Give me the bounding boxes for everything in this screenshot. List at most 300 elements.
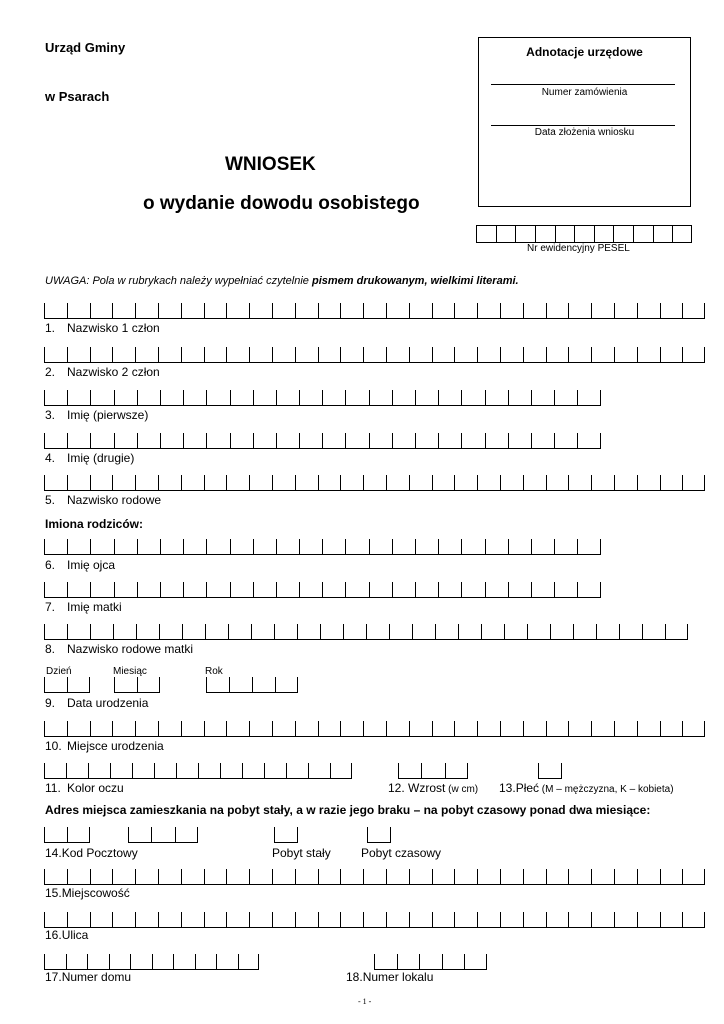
letter-box[interactable] <box>554 433 577 449</box>
letter-box[interactable] <box>159 624 182 640</box>
letter-box[interactable] <box>568 912 591 928</box>
letter-box[interactable] <box>637 475 660 491</box>
father-name-input[interactable] <box>44 539 601 555</box>
letter-box[interactable] <box>295 475 318 491</box>
letter-box[interactable] <box>568 721 591 737</box>
letter-box[interactable] <box>318 347 341 363</box>
pesel-digit-box[interactable] <box>476 226 496 242</box>
letter-box[interactable] <box>322 390 345 406</box>
pesel-digit-box[interactable] <box>672 226 692 242</box>
letter-box[interactable] <box>295 912 318 928</box>
letter-box[interactable] <box>299 539 322 555</box>
letter-box[interactable] <box>206 433 229 449</box>
letter-box[interactable] <box>363 475 386 491</box>
letter-box[interactable] <box>531 390 554 406</box>
letter-box[interactable] <box>369 539 392 555</box>
letter-box[interactable] <box>67 912 90 928</box>
letter-box[interactable] <box>322 539 345 555</box>
letter-box[interactable] <box>90 721 113 737</box>
letter-box[interactable] <box>230 582 253 598</box>
apartment-number-input[interactable] <box>374 954 487 970</box>
letter-box[interactable] <box>90 433 113 449</box>
letter-box[interactable] <box>508 433 531 449</box>
letter-box[interactable] <box>114 539 137 555</box>
letter-box[interactable] <box>114 390 137 406</box>
letter-box[interactable] <box>614 721 637 737</box>
letter-box[interactable] <box>343 624 366 640</box>
letter-box[interactable] <box>295 347 318 363</box>
birth-month-input[interactable] <box>114 677 160 693</box>
letter-box[interactable] <box>442 954 465 970</box>
letter-box[interactable] <box>614 869 637 885</box>
letter-box[interactable] <box>44 433 67 449</box>
letter-box[interactable] <box>637 912 660 928</box>
surname-part1-input[interactable] <box>44 303 705 319</box>
letter-box[interactable] <box>67 869 90 885</box>
second-name-input[interactable] <box>44 433 601 449</box>
letter-box[interactable] <box>554 582 577 598</box>
family-name-input[interactable] <box>44 475 705 491</box>
letter-box[interactable] <box>340 869 363 885</box>
letter-box[interactable] <box>206 582 229 598</box>
letter-box[interactable] <box>461 390 484 406</box>
letter-box[interactable] <box>112 721 135 737</box>
letter-box[interactable] <box>330 763 352 779</box>
letter-box[interactable] <box>577 539 600 555</box>
letter-box[interactable] <box>318 869 341 885</box>
letter-box[interactable] <box>369 390 392 406</box>
letter-box[interactable] <box>183 582 206 598</box>
letter-box[interactable] <box>67 475 90 491</box>
letter-box[interactable] <box>318 475 341 491</box>
letter-box[interactable] <box>438 539 461 555</box>
order-number-line[interactable] <box>491 84 675 85</box>
letter-box[interactable] <box>67 721 90 737</box>
pesel-digit-box[interactable] <box>535 226 555 242</box>
letter-box[interactable] <box>272 869 295 885</box>
letter-box[interactable] <box>318 721 341 737</box>
letter-box[interactable] <box>546 869 569 885</box>
letter-box[interactable] <box>44 624 67 640</box>
letter-box[interactable] <box>554 390 577 406</box>
city-input[interactable] <box>44 869 705 885</box>
letter-box[interactable] <box>253 433 276 449</box>
letter-box[interactable] <box>386 347 409 363</box>
letter-box[interactable] <box>477 721 500 737</box>
letter-box[interactable] <box>345 433 368 449</box>
letter-box[interactable] <box>181 347 204 363</box>
letter-box[interactable] <box>454 721 477 737</box>
letter-box[interactable] <box>67 347 90 363</box>
eye-color-input[interactable] <box>44 763 352 779</box>
letter-box[interactable] <box>158 347 181 363</box>
letter-box[interactable] <box>67 677 90 693</box>
letter-box[interactable] <box>409 347 432 363</box>
letter-box[interactable] <box>158 303 181 319</box>
letter-box[interactable] <box>299 582 322 598</box>
letter-box[interactable] <box>523 869 546 885</box>
letter-box[interactable] <box>44 869 67 885</box>
first-name-input[interactable] <box>44 390 601 406</box>
letter-box[interactable] <box>90 303 113 319</box>
letter-box[interactable] <box>568 869 591 885</box>
letter-box[interactable] <box>230 433 253 449</box>
letter-box[interactable] <box>297 624 320 640</box>
letter-box[interactable] <box>135 912 158 928</box>
letter-box[interactable] <box>435 624 458 640</box>
letter-box[interactable] <box>500 721 523 737</box>
letter-box[interactable] <box>682 869 705 885</box>
letter-box[interactable] <box>67 582 90 598</box>
letter-box[interactable] <box>614 347 637 363</box>
letter-box[interactable] <box>386 869 409 885</box>
birth-year-input[interactable] <box>206 677 298 693</box>
letter-box[interactable] <box>500 869 523 885</box>
letter-box[interactable] <box>415 582 438 598</box>
letter-box[interactable] <box>432 347 455 363</box>
letter-box[interactable] <box>137 677 160 693</box>
letter-box[interactable] <box>181 912 204 928</box>
pesel-digit-box[interactable] <box>574 226 594 242</box>
letter-box[interactable] <box>392 582 415 598</box>
letter-box[interactable] <box>137 390 160 406</box>
letter-box[interactable] <box>458 624 481 640</box>
letter-box[interactable] <box>252 677 275 693</box>
letter-box[interactable] <box>286 763 308 779</box>
mother-family-name-input[interactable] <box>44 624 688 640</box>
birth-place-input[interactable] <box>44 721 705 737</box>
letter-box[interactable] <box>183 539 206 555</box>
letter-box[interactable] <box>591 869 614 885</box>
letter-box[interactable] <box>135 869 158 885</box>
letter-box[interactable] <box>113 624 136 640</box>
letter-box[interactable] <box>204 912 227 928</box>
letter-box[interactable] <box>322 433 345 449</box>
sex-input[interactable] <box>538 763 562 779</box>
letter-box[interactable] <box>272 912 295 928</box>
letter-box[interactable] <box>392 539 415 555</box>
letter-box[interactable] <box>249 303 272 319</box>
letter-box[interactable] <box>158 475 181 491</box>
letter-box[interactable] <box>276 539 299 555</box>
letter-box[interactable] <box>409 912 432 928</box>
letter-box[interactable] <box>276 433 299 449</box>
letter-box[interactable] <box>226 475 249 491</box>
letter-box[interactable] <box>204 475 227 491</box>
letter-box[interactable] <box>128 827 151 843</box>
letter-box[interactable] <box>229 677 252 693</box>
letter-box[interactable] <box>682 347 705 363</box>
letter-box[interactable] <box>44 390 67 406</box>
letter-box[interactable] <box>114 582 137 598</box>
letter-box[interactable] <box>577 433 600 449</box>
letter-box[interactable] <box>577 390 600 406</box>
letter-box[interactable] <box>392 390 415 406</box>
letter-box[interactable] <box>274 827 298 843</box>
letter-box[interactable] <box>438 390 461 406</box>
letter-box[interactable] <box>527 624 550 640</box>
letter-box[interactable] <box>531 582 554 598</box>
letter-box[interactable] <box>369 582 392 598</box>
letter-box[interactable] <box>135 475 158 491</box>
letter-box[interactable] <box>183 390 206 406</box>
letter-box[interactable] <box>415 390 438 406</box>
letter-box[interactable] <box>206 539 229 555</box>
letter-box[interactable] <box>272 721 295 737</box>
letter-box[interactable] <box>275 677 298 693</box>
letter-box[interactable] <box>415 433 438 449</box>
letter-box[interactable] <box>591 347 614 363</box>
letter-box[interactable] <box>409 869 432 885</box>
letter-box[interactable] <box>500 475 523 491</box>
letter-box[interactable] <box>44 827 67 843</box>
letter-box[interactable] <box>137 539 160 555</box>
letter-box[interactable] <box>432 303 455 319</box>
letter-box[interactable] <box>195 954 217 970</box>
letter-box[interactable] <box>44 539 67 555</box>
letter-box[interactable] <box>523 475 546 491</box>
letter-box[interactable] <box>409 721 432 737</box>
letter-box[interactable] <box>206 390 229 406</box>
letter-box[interactable] <box>182 624 205 640</box>
letter-box[interactable] <box>114 433 137 449</box>
letter-box[interactable] <box>253 539 276 555</box>
letter-box[interactable] <box>112 475 135 491</box>
letter-box[interactable] <box>412 624 435 640</box>
letter-box[interactable] <box>67 390 90 406</box>
letter-box[interactable] <box>363 912 386 928</box>
letter-box[interactable] <box>272 475 295 491</box>
letter-box[interactable] <box>135 303 158 319</box>
letter-box[interactable] <box>226 347 249 363</box>
letter-box[interactable] <box>367 827 391 843</box>
letter-box[interactable] <box>550 624 573 640</box>
letter-box[interactable] <box>87 954 109 970</box>
letter-box[interactable] <box>220 763 242 779</box>
letter-box[interactable] <box>363 721 386 737</box>
letter-box[interactable] <box>112 303 135 319</box>
letter-box[interactable] <box>432 869 455 885</box>
letter-box[interactable] <box>531 539 554 555</box>
letter-box[interactable] <box>44 912 67 928</box>
letter-box[interactable] <box>44 303 67 319</box>
letter-box[interactable] <box>318 912 341 928</box>
letter-box[interactable] <box>614 475 637 491</box>
letter-box[interactable] <box>249 347 272 363</box>
letter-box[interactable] <box>508 539 531 555</box>
letter-box[interactable] <box>477 912 500 928</box>
letter-box[interactable] <box>409 475 432 491</box>
letter-box[interactable] <box>531 433 554 449</box>
letter-box[interactable] <box>173 954 195 970</box>
house-number-input[interactable] <box>44 954 259 970</box>
letter-box[interactable] <box>90 624 113 640</box>
letter-box[interactable] <box>682 721 705 737</box>
letter-box[interactable] <box>44 582 67 598</box>
letter-box[interactable] <box>251 624 274 640</box>
letter-box[interactable] <box>415 539 438 555</box>
letter-box[interactable] <box>568 303 591 319</box>
pesel-digit-box[interactable] <box>555 226 575 242</box>
letter-box[interactable] <box>500 347 523 363</box>
letter-box[interactable] <box>137 433 160 449</box>
letter-box[interactable] <box>554 539 577 555</box>
letter-box[interactable] <box>160 433 183 449</box>
letter-box[interactable] <box>345 582 368 598</box>
letter-box[interactable] <box>181 721 204 737</box>
letter-box[interactable] <box>409 303 432 319</box>
letter-box[interactable] <box>619 624 642 640</box>
letter-box[interactable] <box>318 303 341 319</box>
letter-box[interactable] <box>546 347 569 363</box>
letter-box[interactable] <box>577 582 600 598</box>
pesel-digit-box[interactable] <box>653 226 673 242</box>
letter-box[interactable] <box>90 912 113 928</box>
street-input[interactable] <box>44 912 705 928</box>
letter-box[interactable] <box>67 433 90 449</box>
letter-box[interactable] <box>238 954 260 970</box>
letter-box[interactable] <box>445 763 468 779</box>
letter-box[interactable] <box>158 869 181 885</box>
letter-box[interactable] <box>181 303 204 319</box>
letter-box[interactable] <box>573 624 596 640</box>
letter-box[interactable] <box>363 347 386 363</box>
letter-box[interactable] <box>340 303 363 319</box>
letter-box[interactable] <box>461 539 484 555</box>
letter-box[interactable] <box>464 954 487 970</box>
letter-box[interactable] <box>682 912 705 928</box>
letter-box[interactable] <box>432 721 455 737</box>
letter-box[interactable] <box>637 721 660 737</box>
letter-box[interactable] <box>538 763 562 779</box>
letter-box[interactable] <box>523 721 546 737</box>
letter-box[interactable] <box>158 721 181 737</box>
letter-box[interactable] <box>340 912 363 928</box>
letter-box[interactable] <box>637 303 660 319</box>
letter-box[interactable] <box>132 763 154 779</box>
letter-box[interactable] <box>44 475 67 491</box>
letter-box[interactable] <box>204 303 227 319</box>
letter-box[interactable] <box>242 763 264 779</box>
letter-box[interactable] <box>228 624 251 640</box>
letter-box[interactable] <box>500 303 523 319</box>
letter-box[interactable] <box>546 912 569 928</box>
letter-box[interactable] <box>614 303 637 319</box>
letter-box[interactable] <box>454 347 477 363</box>
letter-box[interactable] <box>660 303 683 319</box>
letter-box[interactable] <box>477 869 500 885</box>
letter-box[interactable] <box>135 721 158 737</box>
letter-box[interactable] <box>485 433 508 449</box>
letter-box[interactable] <box>66 763 88 779</box>
letter-box[interactable] <box>88 763 110 779</box>
letter-box[interactable] <box>44 954 66 970</box>
letter-box[interactable] <box>374 954 397 970</box>
letter-box[interactable] <box>90 582 113 598</box>
letter-box[interactable] <box>136 624 159 640</box>
letter-box[interactable] <box>386 303 409 319</box>
letter-box[interactable] <box>308 763 330 779</box>
letter-box[interactable] <box>340 347 363 363</box>
letter-box[interactable] <box>44 763 66 779</box>
letter-box[interactable] <box>90 347 113 363</box>
letter-box[interactable] <box>363 303 386 319</box>
letter-box[interactable] <box>386 721 409 737</box>
letter-box[interactable] <box>665 624 688 640</box>
letter-box[interactable] <box>181 475 204 491</box>
letter-box[interactable] <box>264 763 286 779</box>
letter-box[interactable] <box>44 721 67 737</box>
letter-box[interactable] <box>276 390 299 406</box>
letter-box[interactable] <box>477 303 500 319</box>
letter-box[interactable] <box>369 433 392 449</box>
letter-box[interactable] <box>276 582 299 598</box>
pesel-digit-box[interactable] <box>633 226 653 242</box>
letter-box[interactable] <box>249 912 272 928</box>
letter-box[interactable] <box>432 475 455 491</box>
letter-box[interactable] <box>421 763 444 779</box>
letter-box[interactable] <box>230 539 253 555</box>
letter-box[interactable] <box>438 433 461 449</box>
letter-box[interactable] <box>198 763 220 779</box>
letter-box[interactable] <box>253 390 276 406</box>
letter-box[interactable] <box>397 954 420 970</box>
letter-box[interactable] <box>44 677 67 693</box>
letter-box[interactable] <box>419 954 442 970</box>
letter-box[interactable] <box>204 347 227 363</box>
mother-name-input[interactable] <box>44 582 601 598</box>
letter-box[interactable] <box>299 390 322 406</box>
letter-box[interactable] <box>67 624 90 640</box>
pesel-boxes[interactable] <box>476 225 692 243</box>
letter-box[interactable] <box>485 390 508 406</box>
letter-box[interactable] <box>90 539 113 555</box>
letter-box[interactable] <box>386 475 409 491</box>
letter-box[interactable] <box>230 390 253 406</box>
letter-box[interactable] <box>614 912 637 928</box>
letter-box[interactable] <box>226 869 249 885</box>
letter-box[interactable] <box>386 912 409 928</box>
letter-box[interactable] <box>660 721 683 737</box>
letter-box[interactable] <box>546 721 569 737</box>
letter-box[interactable] <box>454 912 477 928</box>
letter-box[interactable] <box>253 582 276 598</box>
letter-box[interactable] <box>135 347 158 363</box>
letter-box[interactable] <box>591 303 614 319</box>
postal-code-part2-input[interactable] <box>128 827 198 843</box>
letter-box[interactable] <box>295 869 318 885</box>
letter-box[interactable] <box>642 624 665 640</box>
letter-box[interactable] <box>345 539 368 555</box>
letter-box[interactable] <box>454 303 477 319</box>
letter-box[interactable] <box>504 624 527 640</box>
letter-box[interactable] <box>66 954 88 970</box>
height-input[interactable] <box>398 763 468 779</box>
letter-box[interactable] <box>398 763 421 779</box>
letter-box[interactable] <box>660 912 683 928</box>
letter-box[interactable] <box>461 433 484 449</box>
letter-box[interactable] <box>90 475 113 491</box>
application-date-line[interactable] <box>491 125 675 126</box>
letter-box[interactable] <box>438 582 461 598</box>
letter-box[interactable] <box>523 347 546 363</box>
letter-box[interactable] <box>226 912 249 928</box>
letter-box[interactable] <box>204 869 227 885</box>
letter-box[interactable] <box>226 721 249 737</box>
letter-box[interactable] <box>249 721 272 737</box>
letter-box[interactable] <box>508 582 531 598</box>
letter-box[interactable] <box>660 869 683 885</box>
